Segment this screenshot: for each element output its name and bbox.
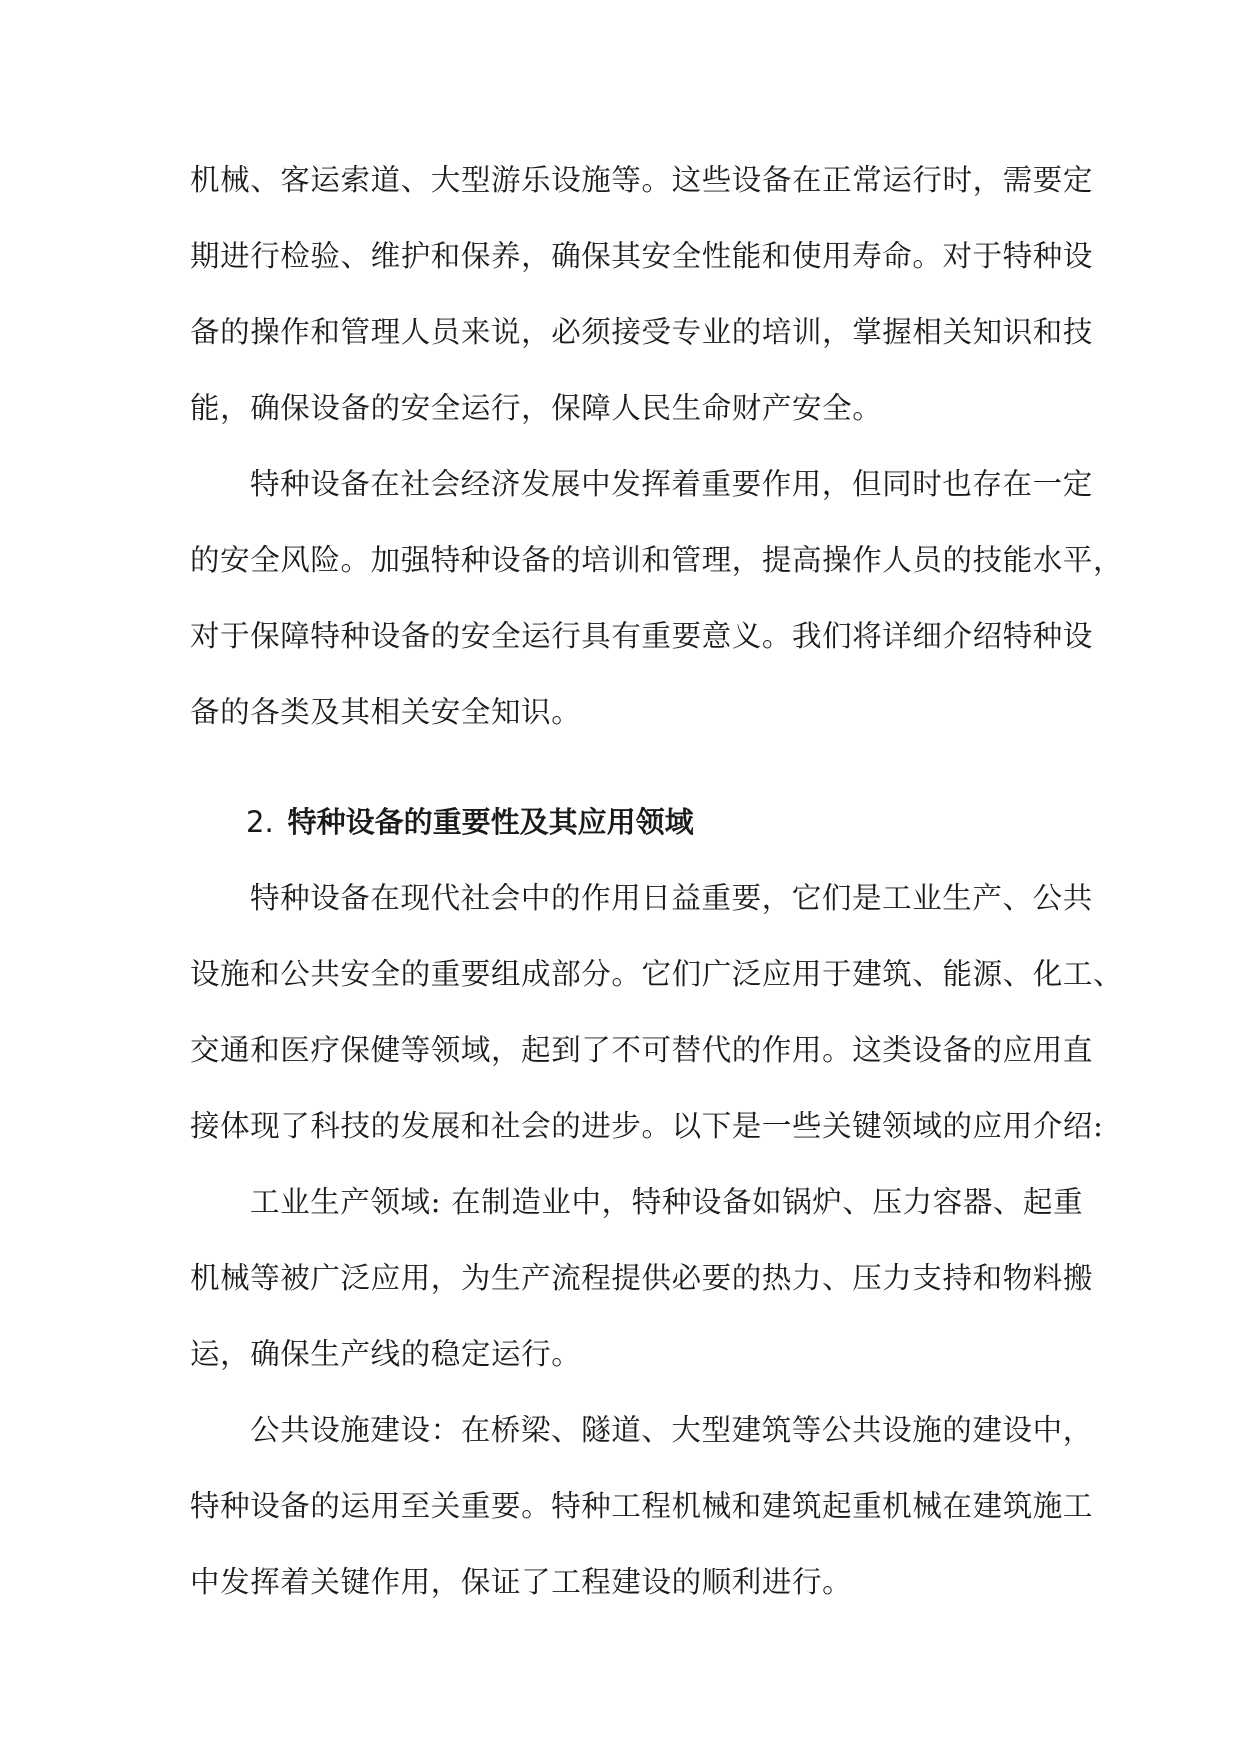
document-body bbox=[190, 142, 1124, 1620]
text-line: 机械、客运索道、大型游乐设施等。这些设备在正常运行时，需要定 bbox=[190, 163, 1094, 197]
section-heading bbox=[190, 784, 1052, 860]
text-line: 特种设备在社会经济发展中发挥着重要作用，但同时也存在一定 bbox=[250, 467, 1093, 501]
paragraph bbox=[190, 142, 1094, 446]
paragraph bbox=[190, 860, 1124, 1164]
text-line: 公共设施建设：在桥梁、隧道、大型建筑等公共设施的建设中， bbox=[250, 1413, 1093, 1447]
text-line: 设施和公共安全的重要组成部分。它们广泛应用于建筑、能源、化工、 bbox=[190, 957, 1124, 991]
text-line: 接体现了科技的发展和社会的进步。以下是一些关键领域的应用介绍: bbox=[190, 1109, 1104, 1143]
text-line: 交通和医疗保健等领域，起到了不可替代的作用。这类设备的应用直 bbox=[190, 1033, 1094, 1067]
text-line: 特种设备的运用至关重要。特种工程机械和建筑起重机械在建筑施工 bbox=[190, 1489, 1094, 1523]
paragraph bbox=[190, 1164, 1094, 1392]
text-line: 能，确保设备的安全运行，保障人民生命财产安全。 bbox=[190, 391, 883, 425]
section-title: 特种设备的重要性及其应用领域 bbox=[287, 805, 694, 839]
text-line: 备的操作和管理人员来说，必须接受专业的培训，掌握相关知识和技 bbox=[190, 315, 1094, 349]
text-line: 期进行检验、维护和保养，确保其安全性能和使用寿命。对于特种设 bbox=[190, 239, 1094, 273]
text-line: 的安全风险。加强特种设备的培训和管理，提高操作人员的技能水平， bbox=[190, 543, 1124, 577]
text-line: 对于保障特种设备的安全运行具有重要意义。我们将详细介绍特种设 bbox=[190, 619, 1094, 653]
text-line: 运，确保生产线的稳定运行。 bbox=[190, 1337, 582, 1371]
text-line: 中发挥着关键作用，保证了工程建设的顺利进行。 bbox=[190, 1565, 853, 1599]
text-line: 机械等被广泛应用，为生产流程提供必要的热力、压力支持和物料搬 bbox=[190, 1261, 1094, 1295]
section-number: 2. bbox=[246, 805, 274, 839]
paragraph bbox=[190, 1392, 1094, 1620]
text-line: 备的各类及其相关安全知识。 bbox=[190, 695, 582, 729]
text-line: 特种设备在现代社会中的作用日益重要，它们是工业生产、公共 bbox=[250, 881, 1093, 915]
text-line: 工业生产领域: 在制造业中，特种设备如锅炉、压力容器、起重 bbox=[250, 1185, 1084, 1219]
paragraph bbox=[190, 446, 1124, 750]
